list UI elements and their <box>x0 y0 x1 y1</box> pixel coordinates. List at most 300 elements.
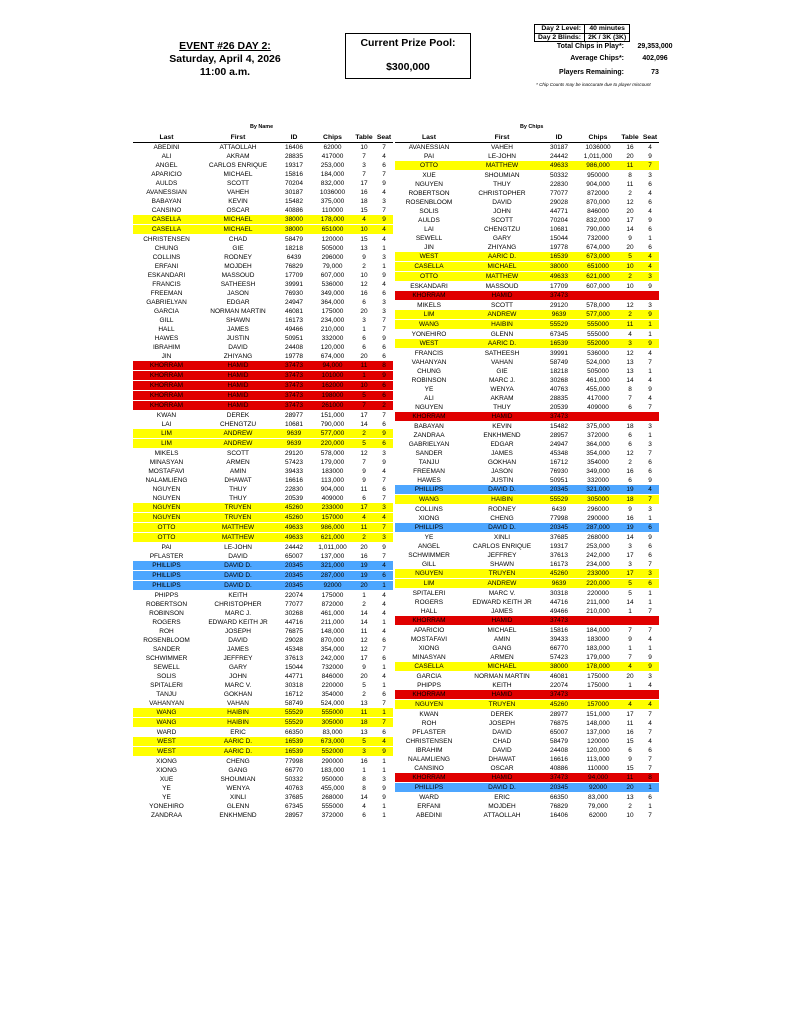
table-number-cell: 4 <box>353 513 375 523</box>
seat-number-cell: 9 <box>375 371 393 381</box>
seat-number-cell: 9 <box>382 785 386 792</box>
chips-cell: 607,000 <box>320 272 345 279</box>
first-name-cell: GLENN <box>490 331 514 338</box>
player-id-cell: 44716 <box>549 599 569 606</box>
first-name-cell: OSCAR <box>490 765 514 772</box>
first-name-cell: MOJDEH <box>224 263 252 270</box>
seat-number-cell: 6 <box>648 552 652 559</box>
table-row <box>133 161 393 170</box>
table-row <box>395 551 659 560</box>
table-row <box>133 467 393 476</box>
seat-number-cell: 9 <box>648 283 652 290</box>
total-chips-value: 29,353,000 <box>637 43 673 50</box>
first-name-cell: KEITH <box>492 682 512 689</box>
seat-number-cell: 1 <box>648 515 652 522</box>
first-name-cell: SCOTT <box>490 217 514 224</box>
chips-cell: 375,000 <box>586 423 610 430</box>
seat-number-cell: 9 <box>382 335 386 342</box>
player-id-cell: 24947 <box>284 299 304 306</box>
table-row <box>395 710 659 720</box>
last-name-cell: GILL <box>159 317 174 324</box>
player-id-cell: 16539 <box>541 339 577 349</box>
total-chips-label: Total Chips in Play*: <box>556 43 624 50</box>
chips-cell: 846000 <box>321 673 344 680</box>
table-row <box>395 476 659 485</box>
seat-number-cell: 4 <box>648 682 652 689</box>
table-number-cell <box>619 616 641 626</box>
first-name-cell: GLENN <box>226 803 250 810</box>
chips-cell: 268000 <box>321 794 344 801</box>
seat-number-cell: 1 <box>648 432 652 439</box>
table-number-cell: 16 <box>360 758 368 765</box>
level-label: Day 2 Level: <box>535 25 585 34</box>
last-name-cell: APARICIO <box>413 627 445 634</box>
table-row <box>133 343 393 352</box>
player-id-cell: 44716 <box>284 619 304 626</box>
table-number-cell: 5 <box>353 391 375 401</box>
first-name-cell: AKRAM <box>226 153 250 160</box>
player-id-cell: 22830 <box>549 181 569 188</box>
table-number-cell: 15 <box>626 738 634 745</box>
first-name-cell: HAMID <box>200 371 276 381</box>
table-row <box>133 152 393 161</box>
player-id-cell: 22074 <box>549 682 569 689</box>
first-name-cell: AARIC D. <box>200 747 276 757</box>
player-id-cell: 29120 <box>549 302 569 309</box>
player-id-cell: 30318 <box>549 590 569 597</box>
last-name-cell: KHORRAM <box>395 773 463 783</box>
last-name-cell: PHILLIPS <box>133 561 200 571</box>
chips-cell: 732000 <box>321 664 344 671</box>
seat-number-cell: 7 <box>382 171 386 178</box>
last-name-cell: LIM <box>395 579 463 589</box>
first-name-cell: ERIC <box>494 794 510 801</box>
last-name-cell: WEST <box>395 252 463 262</box>
table-row <box>133 690 393 699</box>
player-id-cell: 49466 <box>549 608 569 615</box>
by-name-table <box>133 133 393 820</box>
table-number-cell: 5 <box>619 252 641 262</box>
first-name-cell: HAIBIN <box>463 320 541 330</box>
first-name-cell: AKRAM <box>490 395 514 402</box>
table-row <box>395 690 659 700</box>
first-name-cell: TRUYEN <box>200 513 276 523</box>
player-id-cell: 70204 <box>284 180 304 187</box>
table-row <box>395 243 659 252</box>
chips-cell: 220,000 <box>577 579 619 589</box>
chip-count-footnote: * Chip Counts may be inaccurate due to player miscount <box>536 82 651 87</box>
seat-number-cell: 3 <box>375 533 393 543</box>
table-row <box>133 513 393 523</box>
table-number-cell: 19 <box>619 485 641 495</box>
last-name-cell: WEST <box>395 339 463 349</box>
table-number-cell: 13 <box>626 794 634 801</box>
seat-number-cell <box>641 291 659 301</box>
chips-cell: 555000 <box>312 708 353 718</box>
table-number-cell: 15 <box>360 236 368 243</box>
table-number-cell: 18 <box>626 423 634 430</box>
player-id-cell: 15044 <box>549 235 569 242</box>
chips-cell: 137,000 <box>586 729 610 736</box>
table-row <box>395 431 659 440</box>
player-id-cell: 24442 <box>549 153 569 160</box>
first-name-cell: GOKHAN <box>223 691 253 698</box>
table-row <box>395 672 659 682</box>
chips-cell: 79,000 <box>588 803 608 810</box>
chips-cell: 110000 <box>321 207 344 214</box>
last-name-cell: AULDS <box>155 180 178 187</box>
table-row <box>395 198 659 207</box>
first-name-cell: CHENGTZU <box>219 421 257 428</box>
seat-number-cell: 6 <box>648 543 652 550</box>
player-id-cell: 45260 <box>276 503 312 513</box>
first-name-cell: EDGAR <box>490 441 514 448</box>
last-name-cell: TANJU <box>156 691 177 698</box>
chips-cell <box>577 690 619 700</box>
seat-number-cell: 4 <box>382 628 386 635</box>
seat-number-cell: 7 <box>648 812 652 819</box>
first-name-cell: CARLOS ENRIQUE <box>472 543 532 550</box>
seat-number-cell: 1 <box>382 664 386 671</box>
chips-cell: 349,000 <box>586 468 610 475</box>
table-row <box>395 262 659 272</box>
chips-cell: 524,000 <box>320 700 345 707</box>
table-number-cell: 4 <box>628 331 632 338</box>
table-number-cell: 20 <box>353 581 375 591</box>
player-id-cell: 76875 <box>549 720 569 727</box>
player-id-cell: 39433 <box>284 468 304 475</box>
seat-number-cell: 7 <box>375 718 393 728</box>
chips-cell: 268000 <box>587 534 609 541</box>
table-number-cell: 17 <box>360 412 368 419</box>
seat-number-cell: 7 <box>648 450 652 457</box>
table-row <box>133 571 393 581</box>
last-name-cell: APARICIO <box>151 171 182 178</box>
seat-number-cell: 7 <box>382 700 386 707</box>
last-name-cell: OTTO <box>133 523 200 533</box>
first-name-cell: DAVID D. <box>200 561 276 571</box>
chips-cell: 110000 <box>587 765 609 772</box>
last-name-cell: WANG <box>395 495 463 505</box>
table-number-cell: 7 <box>628 654 632 661</box>
table-row <box>395 291 659 301</box>
table-number-cell: 16 <box>626 729 634 736</box>
table-number-cell: 4 <box>362 803 366 810</box>
table-row <box>133 784 393 793</box>
last-name-cell: PAI <box>424 153 434 160</box>
table-row <box>133 361 393 371</box>
table-row <box>395 180 659 189</box>
last-name-cell: HALL <box>420 608 438 615</box>
table-row <box>395 367 659 376</box>
seat-number-cell: 4 <box>382 673 386 680</box>
chips-cell: 651000 <box>577 262 619 272</box>
player-id-cell: 30187 <box>549 144 569 151</box>
player-id-cell: 20345 <box>276 561 312 571</box>
table-number-cell: 14 <box>360 421 368 428</box>
player-id-cell: 24947 <box>549 441 569 448</box>
last-name-cell: ZANDRAA <box>150 812 183 819</box>
player-id-cell: 37685 <box>284 794 304 801</box>
table-number-cell: 8 <box>628 172 632 179</box>
chips-cell: 287,000 <box>312 571 353 581</box>
table-row <box>133 235 393 245</box>
first-name-cell: GOKHAN <box>487 459 517 466</box>
last-name-cell: XUE <box>422 172 436 179</box>
last-name-cell: MIKELS <box>154 450 179 457</box>
last-name-cell: KHORRAM <box>133 371 200 381</box>
player-id-cell: 30187 <box>284 189 304 196</box>
table-row <box>395 802 659 811</box>
chips-cell: 364,000 <box>320 299 345 306</box>
table-number-cell: 20 <box>619 783 641 793</box>
table-row <box>395 700 659 710</box>
table-number-cell: 16 <box>360 553 368 560</box>
chips-cell: 872000 <box>321 601 344 608</box>
seat-number-cell: 4 <box>382 468 386 475</box>
by-name-title: By Name <box>250 124 274 130</box>
last-name-cell: YONEHIRO <box>149 803 184 810</box>
seat-number-cell: 3 <box>382 299 386 306</box>
player-id-cell: 28977 <box>284 412 304 419</box>
seat-number-cell: 7 <box>641 495 659 505</box>
seat-number-cell: 1 <box>641 320 659 330</box>
table-number-cell: 11 <box>360 486 368 493</box>
seat-number-cell: 1 <box>375 581 393 591</box>
table-number-cell: 11 <box>626 720 634 727</box>
player-id-cell: 40763 <box>284 785 304 792</box>
first-name-cell: CHRISTOPHER <box>214 601 262 608</box>
chips-cell: 157000 <box>312 513 353 523</box>
table-number-cell: 16 <box>626 468 634 475</box>
player-id-cell: 9639 <box>541 310 577 320</box>
table-row <box>395 161 659 171</box>
chips-cell: 846000 <box>587 208 609 215</box>
seat-number-cell: 3 <box>382 308 386 315</box>
first-name-cell: ANDREW <box>463 310 541 320</box>
first-name-cell: DEREK <box>490 711 514 718</box>
seat-number-cell: 4 <box>648 720 652 727</box>
table-number-cell: 11 <box>619 161 641 171</box>
table-row <box>133 197 393 206</box>
chips-cell <box>577 291 619 301</box>
seat-number-cell: 8 <box>375 361 393 371</box>
table-row <box>395 320 659 330</box>
table-row <box>133 494 393 503</box>
chips-cell: 461,000 <box>586 377 610 384</box>
seat-number-cell: 4 <box>382 236 386 243</box>
header-row <box>133 133 393 143</box>
chips-cell: 151,000 <box>586 711 610 718</box>
seat-number-cell: 3 <box>648 423 652 430</box>
chips-cell: 305000 <box>312 718 353 728</box>
chips-cell: 94,000 <box>577 773 619 783</box>
event-heading <box>160 40 290 79</box>
level-row <box>535 25 630 34</box>
last-name-cell: YE <box>424 534 434 541</box>
first-name-cell: LE-JOHN <box>224 544 252 551</box>
last-name-cell: GABRIELYAN <box>408 441 450 448</box>
chips-cell: 184,000 <box>586 627 610 634</box>
table-row <box>395 523 659 533</box>
last-name-cell: IBRAHIM <box>152 344 181 351</box>
table-number-cell: 2 <box>353 533 375 543</box>
last-name-cell: ESKANDARI <box>410 283 448 290</box>
table-number-cell: 8 <box>362 785 366 792</box>
seat-number-cell: 1 <box>382 767 386 774</box>
table-number-cell: 14 <box>626 377 634 384</box>
table-row <box>395 579 659 589</box>
column-header-first: First <box>463 133 541 143</box>
seat-number-cell: 6 <box>382 655 386 662</box>
seat-number-cell: 9 <box>382 180 386 187</box>
player-id-cell: 67345 <box>284 803 304 810</box>
last-name-cell: ROH <box>159 628 174 635</box>
last-name-cell: OTTO <box>395 272 463 282</box>
table-number-cell: 13 <box>360 245 368 252</box>
table-row <box>133 289 393 298</box>
player-id-cell: 9639 <box>276 439 312 449</box>
chips-cell: 578,000 <box>320 450 345 457</box>
chips-cell: 92000 <box>312 581 353 591</box>
table-number-cell: 20 <box>626 208 634 215</box>
first-name-cell: JASON <box>491 468 513 475</box>
table-number-cell: 2 <box>362 601 366 608</box>
first-name-cell: HAMID <box>463 616 541 626</box>
player-id-cell: 38000 <box>276 215 312 225</box>
table-number-cell: 12 <box>360 637 368 644</box>
last-name-cell: CASELLA <box>395 662 463 672</box>
player-id-cell: 15044 <box>284 664 304 671</box>
table-number-cell: 9 <box>362 468 366 475</box>
chips-cell: 62000 <box>588 812 608 819</box>
last-name-cell: WARD <box>156 729 177 736</box>
player-id-cell: 24408 <box>549 747 569 754</box>
event-title: EVENT #26 DAY 2: <box>179 40 271 52</box>
first-name-cell: SCOTT <box>226 450 250 457</box>
table-row <box>133 458 393 467</box>
chips-cell: 621,000 <box>577 272 619 282</box>
table-number-cell: 12 <box>626 450 634 457</box>
last-name-cell: ROBINSON <box>411 377 447 384</box>
seat-number-cell: 7 <box>648 765 652 772</box>
seat-number-cell: 6 <box>382 290 386 297</box>
last-name-cell: NGUYEN <box>395 700 463 710</box>
table-row <box>395 412 659 422</box>
chips-cell: 364,000 <box>586 441 610 448</box>
first-name-cell: ANDREW <box>463 579 541 589</box>
seat-number-cell: 1 <box>382 812 386 819</box>
last-name-cell: NALAMLIENG <box>408 756 450 763</box>
table-row <box>395 793 659 803</box>
table-number-cell: 1 <box>362 767 366 774</box>
table-row <box>395 330 659 340</box>
last-name-cell: ROSENBLOOM <box>405 199 453 206</box>
chips-cell: 148,000 <box>320 628 345 635</box>
last-name-cell: ERFANI <box>154 263 179 270</box>
last-name-cell: HALL <box>158 326 175 333</box>
player-id-cell: 65007 <box>284 553 304 560</box>
table-number-cell: 14 <box>360 610 368 617</box>
player-id-cell: 28835 <box>549 395 569 402</box>
first-name-cell: HAMID <box>463 412 541 422</box>
table-number-cell: 9 <box>628 506 632 513</box>
chips-cell: 417000 <box>321 153 344 160</box>
last-name-cell: PHILLIPS <box>133 581 200 591</box>
last-name-cell: ALI <box>161 153 172 160</box>
chips-cell: 790,000 <box>586 226 610 233</box>
first-name-cell: MATTHEW <box>463 272 541 282</box>
table-row <box>133 757 393 767</box>
table-number-cell: 9 <box>628 756 632 763</box>
player-id-cell: 29028 <box>549 199 569 206</box>
table-row <box>133 449 393 459</box>
first-name-cell: WENYA <box>226 785 250 792</box>
table-number-cell <box>619 690 641 700</box>
table-row <box>133 391 393 401</box>
last-name-cell: PHILLIPS <box>395 783 463 793</box>
seat-number-cell: 4 <box>641 252 659 262</box>
player-id-cell: 66350 <box>284 729 304 736</box>
player-id-cell: 46081 <box>549 673 569 680</box>
player-id-cell: 55529 <box>276 718 312 728</box>
chips-cell: 832,000 <box>320 180 345 187</box>
first-name-cell: MASSOUD <box>485 283 519 290</box>
player-id-cell: 49633 <box>541 272 577 282</box>
table-number-cell: 4 <box>619 700 641 710</box>
last-name-cell: PHILLIPS <box>395 523 463 533</box>
player-id-cell: 9639 <box>276 429 312 439</box>
chips-cell: 552000 <box>312 747 353 757</box>
first-name-cell: KEVIN <box>228 198 248 205</box>
first-name-cell: OSCAR <box>226 207 250 214</box>
table-row <box>395 635 659 644</box>
table-row <box>133 420 393 429</box>
table-row <box>133 179 393 188</box>
table-row <box>133 253 393 262</box>
chips-cell: 321,000 <box>312 561 353 571</box>
chips-cell: 151,000 <box>320 412 345 419</box>
chips-cell: 83,000 <box>322 729 343 736</box>
player-id-cell: 50951 <box>549 477 569 484</box>
column-header-last: Last <box>395 133 463 143</box>
table-row <box>133 543 393 553</box>
table-number-cell: 2 <box>619 310 641 320</box>
table-row <box>395 467 659 476</box>
last-name-cell: BABAYAN <box>151 198 182 205</box>
table-number-cell: 11 <box>353 361 375 371</box>
seat-number-cell: 4 <box>382 189 386 196</box>
seat-number-cell: 9 <box>641 310 659 320</box>
player-id-cell: 37685 <box>549 534 569 541</box>
seat-number-cell: 3 <box>382 254 386 261</box>
seat-number-cell <box>641 616 659 626</box>
table-row <box>133 737 393 747</box>
player-id-cell: 40886 <box>284 207 304 214</box>
last-name-cell: CHRISTENSEN <box>405 738 453 745</box>
first-name-cell: HAMID <box>200 381 276 391</box>
first-name-cell: ANDREW <box>200 429 276 439</box>
first-name-cell: RODNEY <box>224 254 252 261</box>
table-row <box>133 485 393 494</box>
first-name-cell: MICHAEL <box>200 215 276 225</box>
seat-number-cell: 4 <box>648 208 652 215</box>
first-name-cell: AARIC D. <box>200 737 276 747</box>
first-name-cell: HAIBIN <box>200 718 276 728</box>
first-name-cell: CHENGTZU <box>483 226 521 233</box>
table-number-cell: 7 <box>353 401 375 411</box>
first-name-cell: HAIBIN <box>200 708 276 718</box>
